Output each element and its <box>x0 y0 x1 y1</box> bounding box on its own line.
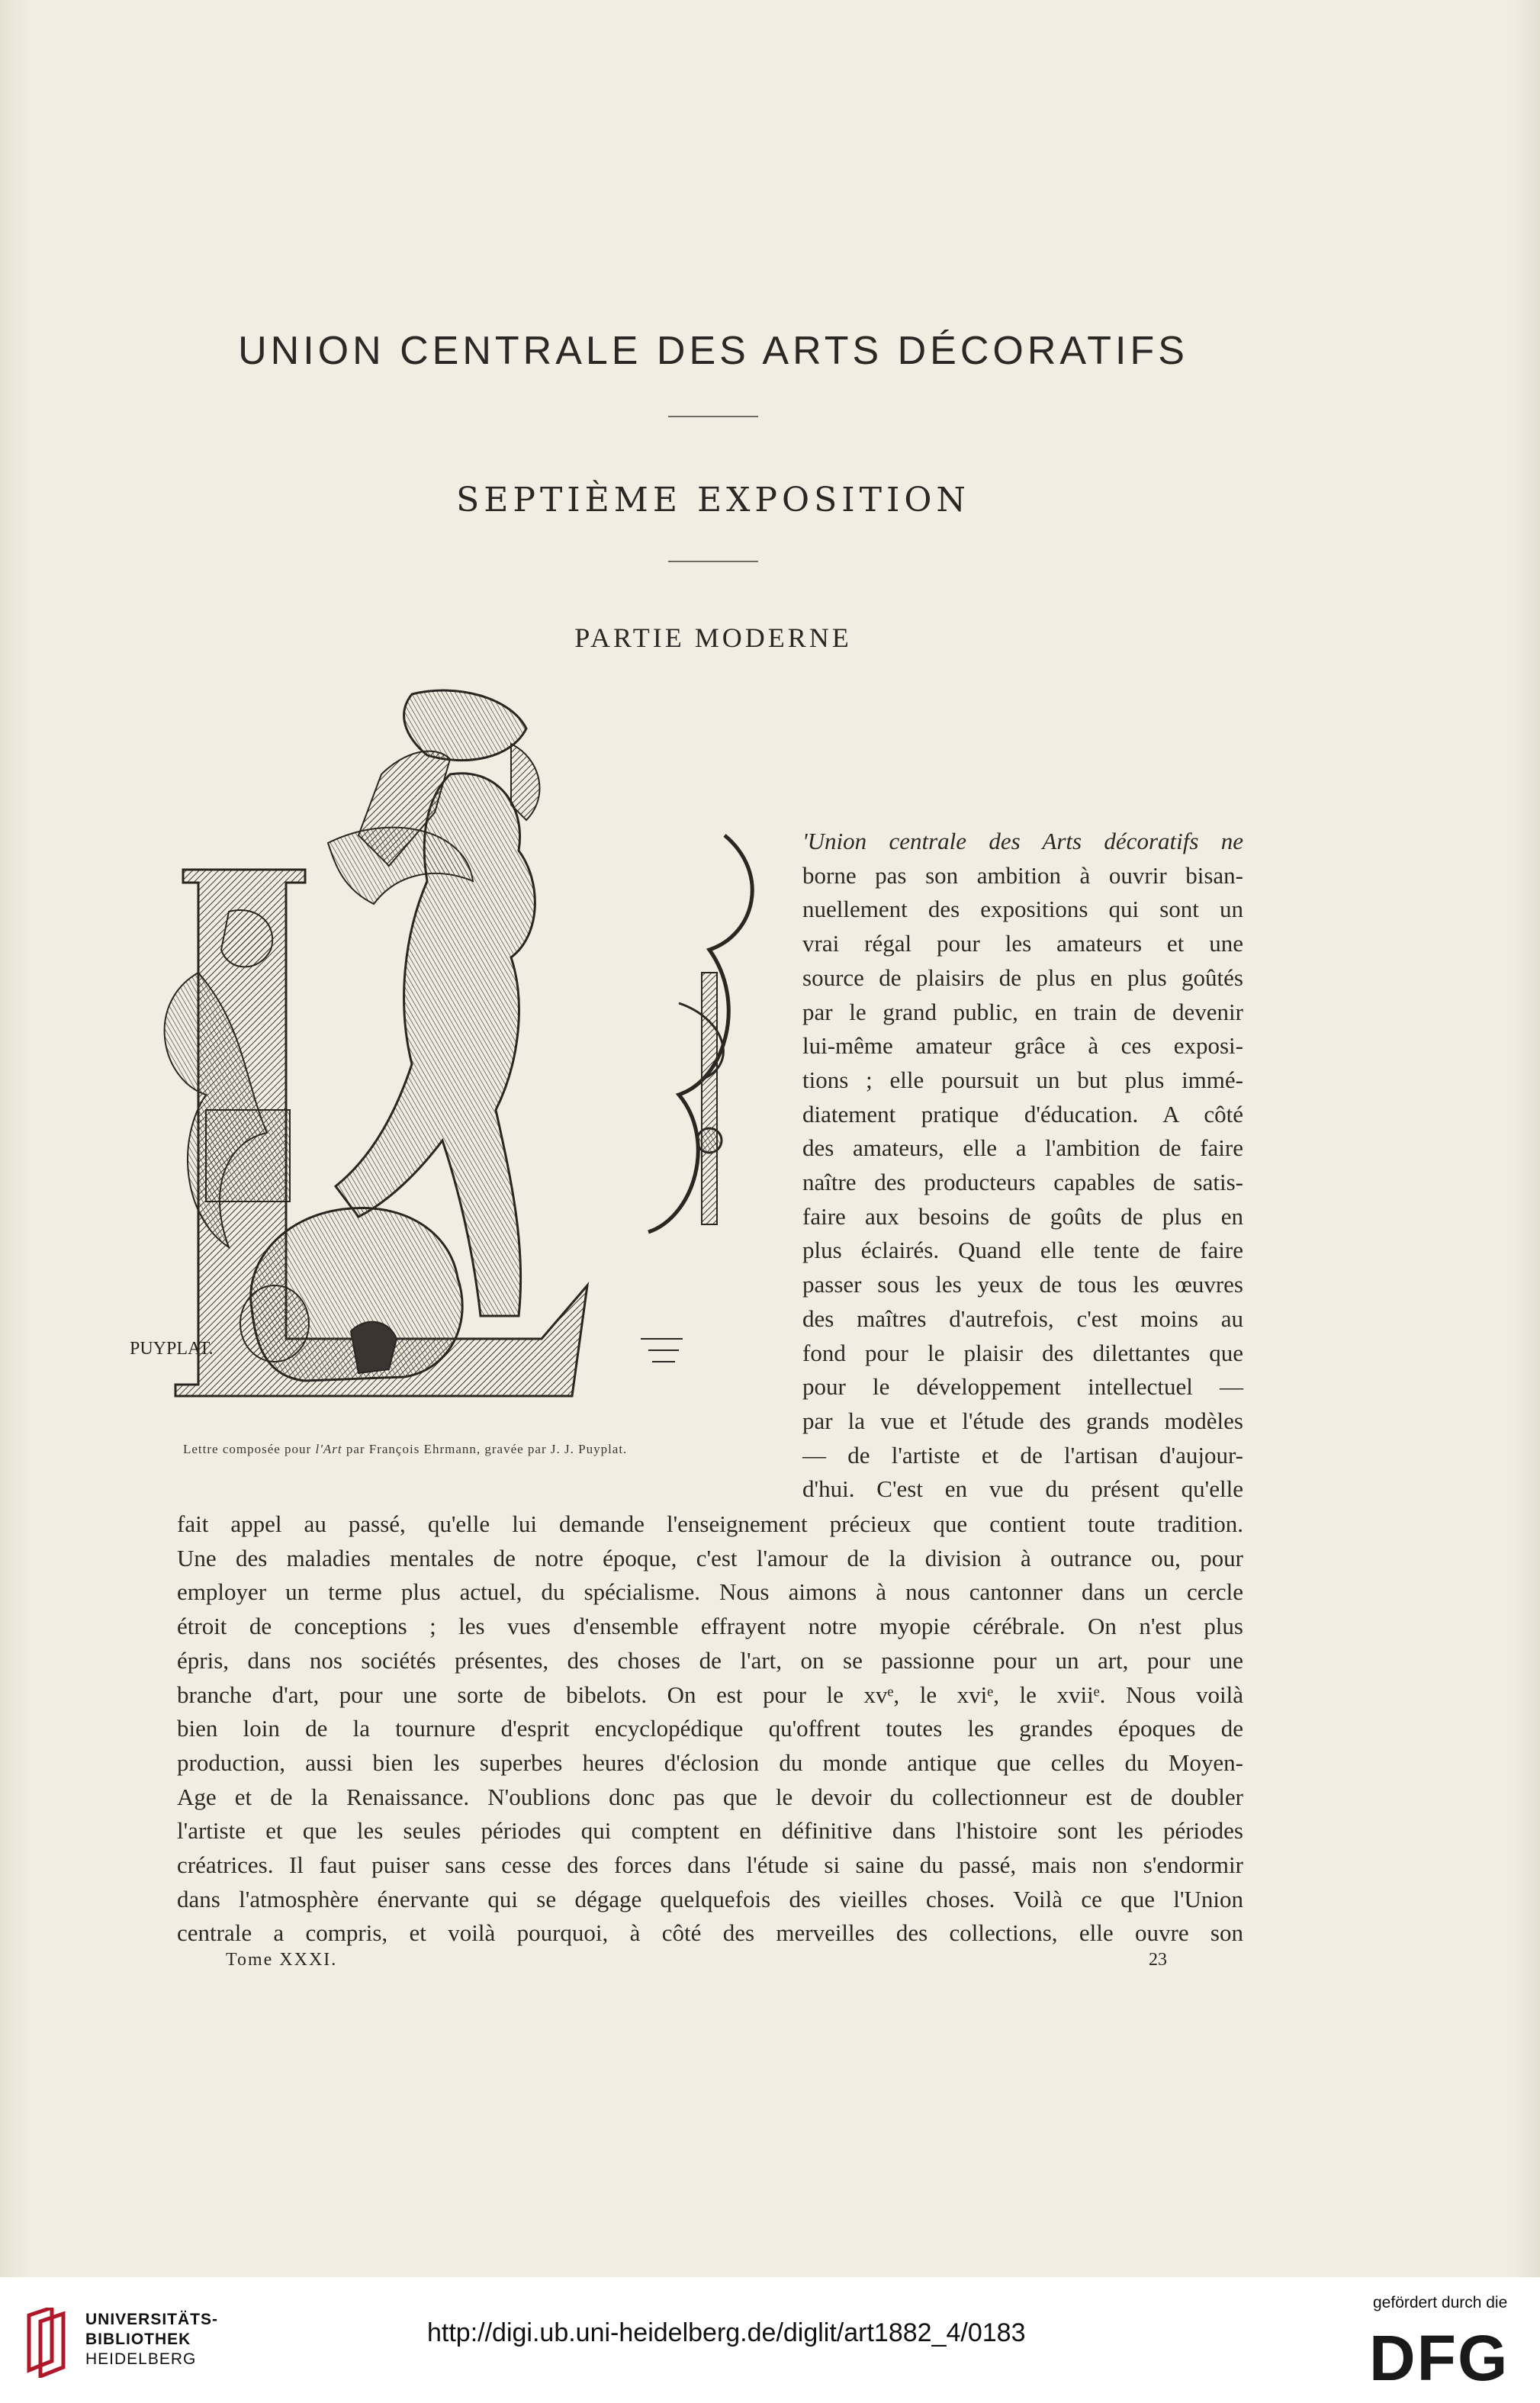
engraver-signature: PUYPLAT. <box>130 1339 214 1359</box>
text-line: passer sous les yeux de tous les œuvres <box>802 1271 1243 1298</box>
text-line: production, aussi bien les superbes heures d'éclosion du monde antique que celles du Moyen- <box>177 1748 1243 1776</box>
text-line: — de l'artiste et de l'artisan d'aujour- <box>802 1441 1243 1468</box>
text-line: bien loin de la tournure d'esprit encyclopédique qu'offrent toutes les grandes époques de <box>177 1715 1243 1742</box>
text-line: des maîtres d'autrefois, c'est moins au <box>802 1304 1243 1332</box>
text-line: créatrices. Il faut puiser sans cesse des forces dans l'étude si saine du passé, mais non s'endormir <box>177 1851 1243 1878</box>
text-line: branche d'art, pour une sorte de bibelots. On est pour le xvᵉ, le xviᵉ, le xviiᵉ. Nous voilà <box>177 1681 1243 1708</box>
section-heading: PARTIE MODERNE <box>574 622 852 653</box>
text-line: épris, dans nos sociétés présentes, des choses de l'art, on se passionne pour un art, pour une <box>177 1646 1243 1674</box>
text-line: vrai régal pour les amateurs et une <box>802 930 1243 957</box>
text-line: pour le développement intellectuel — <box>802 1373 1243 1401</box>
permalink-url[interactable]: http://digi.ub.uni-heidelberg.de/diglit/art1882_4/0183 <box>427 2318 1026 2347</box>
page-number: 23 <box>1149 1950 1167 1970</box>
text-line: par le grand public, en train de devenir <box>802 998 1243 1025</box>
article-subtitle: SEPTIÈME EXPOSITION <box>456 481 970 520</box>
volume-label: Tome XXXI. <box>226 1950 338 1970</box>
viewer-footer <box>0 2277 1540 2403</box>
article-title: UNION CENTRALE DES ARTS DÉCORATIFS <box>238 329 1188 373</box>
library-name-line2: BIBLIOTHEK <box>85 2331 191 2348</box>
text-line: centrale a compris, et voilà pourquoi, à côté des merveilles des collections, elle ouvre son <box>177 1919 1243 1947</box>
funding-label: gefördert durch die <box>1373 2294 1508 2311</box>
text-line: fond pour le plaisir des dilettantes que <box>802 1339 1243 1366</box>
text-line: naître des producteurs capables de satis- <box>802 1169 1243 1195</box>
text-line: Age et de la Renaissance. N'oublions donc pas que le devoir du collectionneur est de doubler <box>177 1783 1243 1810</box>
text-line: lui-même amateur grâce à ces exposi- <box>802 1032 1243 1060</box>
text-line: par la vue et l'étude des grands modèles <box>802 1407 1243 1434</box>
text-line: l'artiste et que les seules périodes qui comptent en définitive dans l'histoire sont les périodes <box>177 1817 1243 1845</box>
text-line: faire aux besoins de goûts de plus en <box>802 1202 1243 1230</box>
text-line: des amateurs, elle a l'ambition de faire <box>802 1134 1243 1162</box>
text-line: Une des maladies mentales de notre époque, c'est l'amour de la division à outrance ou, pour <box>177 1544 1243 1571</box>
library-name-line1: UNIVERSITÄTS- <box>85 2311 219 2328</box>
subtitle-divider <box>668 561 758 562</box>
text-line: plus éclairés. Quand elle tente de faire <box>802 1237 1243 1264</box>
text-line: tions ; elle poursuit un but plus immé- <box>802 1066 1243 1093</box>
illustration-caption: Lettre composée pour l'Art par François Ehrmann, gravée par J. J. Puyplat. <box>183 1442 628 1456</box>
text-line: diatement pratique d'éducation. A côté <box>802 1100 1243 1128</box>
text-line: source de plaisirs de plus en plus goûtés <box>802 963 1243 991</box>
text-line: nuellement des expositions qui sont un <box>802 896 1243 923</box>
library-name-line3: HEIDELBERG <box>85 2350 197 2368</box>
text-line: dans l'atmosphère énervante qui se dégage quelquefois des vieilles choses. Voilà ce que l'Union <box>177 1885 1243 1912</box>
text-line: borne pas son ambition à ouvrir bisan- <box>802 861 1243 889</box>
title-divider <box>668 416 758 417</box>
text-line: employer un terme plus actuel, du spécialisme. Nous aimons à nous cantonner dans un cercle <box>177 1578 1243 1606</box>
text-line: 'Union centrale des Arts décoratifs ne <box>802 828 1243 854</box>
dfg-logo: DFG <box>1369 2322 1509 2394</box>
library-logo-icon <box>21 2308 75 2378</box>
text-line: fait appel au passé, qu'elle lui demande l'enseignement précieux que contient toute tradition. <box>177 1510 1243 1537</box>
text-line: étroit de conceptions ; les vues d'ensemble effrayent notre myopie cérébrale. On n'est plus <box>177 1613 1243 1640</box>
text-line: d'hui. C'est en vue du présent qu'elle <box>802 1475 1243 1503</box>
decorated-initial-illustration <box>114 683 786 1423</box>
